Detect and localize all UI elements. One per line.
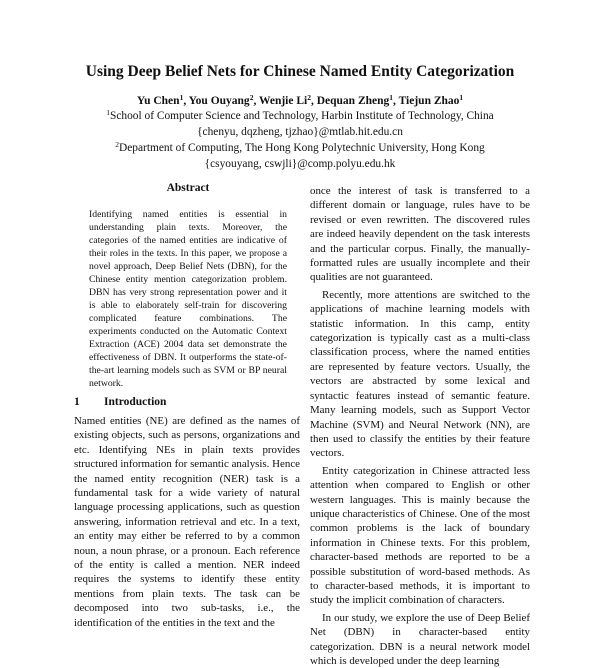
section-heading bbox=[74, 395, 166, 409]
author-affiliation-mark: 1 bbox=[459, 93, 464, 102]
affiliation-number: 1 bbox=[106, 108, 111, 117]
affiliation-1-email: {chenyu, dqzheng, tjzhao}@mtlab.hit.edu.cn bbox=[197, 126, 403, 138]
author-affiliation-mark: 1 bbox=[389, 93, 394, 102]
affiliation-2 bbox=[0, 140, 600, 156]
author-affiliation-mark: 2 bbox=[249, 93, 254, 102]
affiliation-institution: Department of Computing, The Hong Kong Polytechnic University, Hong Kong bbox=[119, 142, 485, 154]
paper-title: Using Deep Belief Nets for Chinese Named Entity Categorization bbox=[85, 63, 515, 80]
author: Dequan Zheng bbox=[316, 95, 390, 107]
author: Tiejun Zhao bbox=[398, 95, 460, 107]
affiliation-1 bbox=[0, 108, 600, 124]
section-title: Introduction bbox=[104, 396, 167, 408]
author-list: Yu Chen$^1$, You Ouyang$^2$, Wenjie Li$^2$, Dequan Zheng$^1$, Tiejun Zhao$^1$ bbox=[136, 93, 464, 107]
paragraph: Named entities (NE) are defined as the names of existing objects, such as persons, organizations and etc. Identifying NEs in plain texts provides structured information for semantic analysis. Hence the named entity recognition (NER) task is a fundamental task for a wide variety of natural language processing applications, such as question answering, information retrieval and etc. In a text, an entity may either be referred to by a common noun, a noun phrase, or a pronoun. Each reference of the entity is called a mention. NER indeed requires the systems to identify these entity mentions from plain texts. The task can be decomposed into two sub-tasks, i.e., the identification of the entities in the text and the bbox=[74, 415, 300, 629]
paragraph: Entity categorization in Chinese attracted less attention when compared to English or other western languages. This is mainly because the unique characteristics of Chinese. One of the most common problems is the lack of boundary information in Chinese texts. For this problem, character-based methods are reported to be a possible substitution of word-based methods. As to character-based methods, it is important to study the implicit combination of characters. bbox=[310, 464, 530, 607]
paragraph: Recently, more attentions are switched to the applications of machine learning models with statistic information. In this camp, entity categorization is typically cast as a multi-class classification process, where the named entities are represented by feature vectors. Usually, the vectors are abstracted by some lexical and syntactic features instead of semantic feature. Many learning models, such as Support Vector Machine (SVM) and Neural Network (NN), are then used to classify the entities by their feature vectors. bbox=[310, 288, 530, 460]
introduction-body bbox=[74, 414, 300, 630]
abstract-heading: Abstract bbox=[166, 182, 210, 194]
author-affiliation-mark: 1 bbox=[179, 93, 184, 102]
affiliation-2-email: {csyouyang, cswjli}@comp.polyu.edu.hk bbox=[204, 158, 396, 170]
right-column bbox=[310, 184, 530, 668]
author: Yu Chen bbox=[136, 95, 180, 107]
paragraph: In our study, we explore the use of Deep Belief Net (DBN) in character-based entity categorization. DBN is a neural network model which is developed under the deep learning bbox=[310, 611, 530, 667]
affiliation-institution: School of Computer Science and Technology, Harbin Institute of Technology, China bbox=[110, 110, 494, 122]
author-affiliation-mark: 2 bbox=[307, 93, 311, 102]
section-number: 1 bbox=[74, 396, 80, 408]
affiliation-number: 2 bbox=[115, 140, 120, 149]
paragraph: once the interest of task is transferred to a different domain or language, rules have to be revised or even rewritten. The discovered rules are indeed heavily dependent on the task interests and the particular corpus. Finally, the manually-formatted rules are usually incomplete and their qualities are not guaranteed. bbox=[310, 185, 530, 284]
author: Wenjie Li bbox=[258, 95, 308, 107]
author: You Ouyang bbox=[188, 95, 250, 107]
abstract-body: Identifying named entities is essential in understanding plain texts. Moreover, the categories of the named entities are indicative of their roles in the texts. In this paper, we propose a novel approach, Deep Belief Nets (DBN), for the Chinese entity mention categorization problem. DBN has very strong representation power and it is able to elaborately self-train for discovering complicated feature combinations. The experiments conducted on the Automatic Context Extraction (ACE) 2004 data set demonstrate the effectiveness of DBN. It outperforms the state-of-the-art learning models such as SVM or BP neural network. bbox=[89, 209, 287, 389]
